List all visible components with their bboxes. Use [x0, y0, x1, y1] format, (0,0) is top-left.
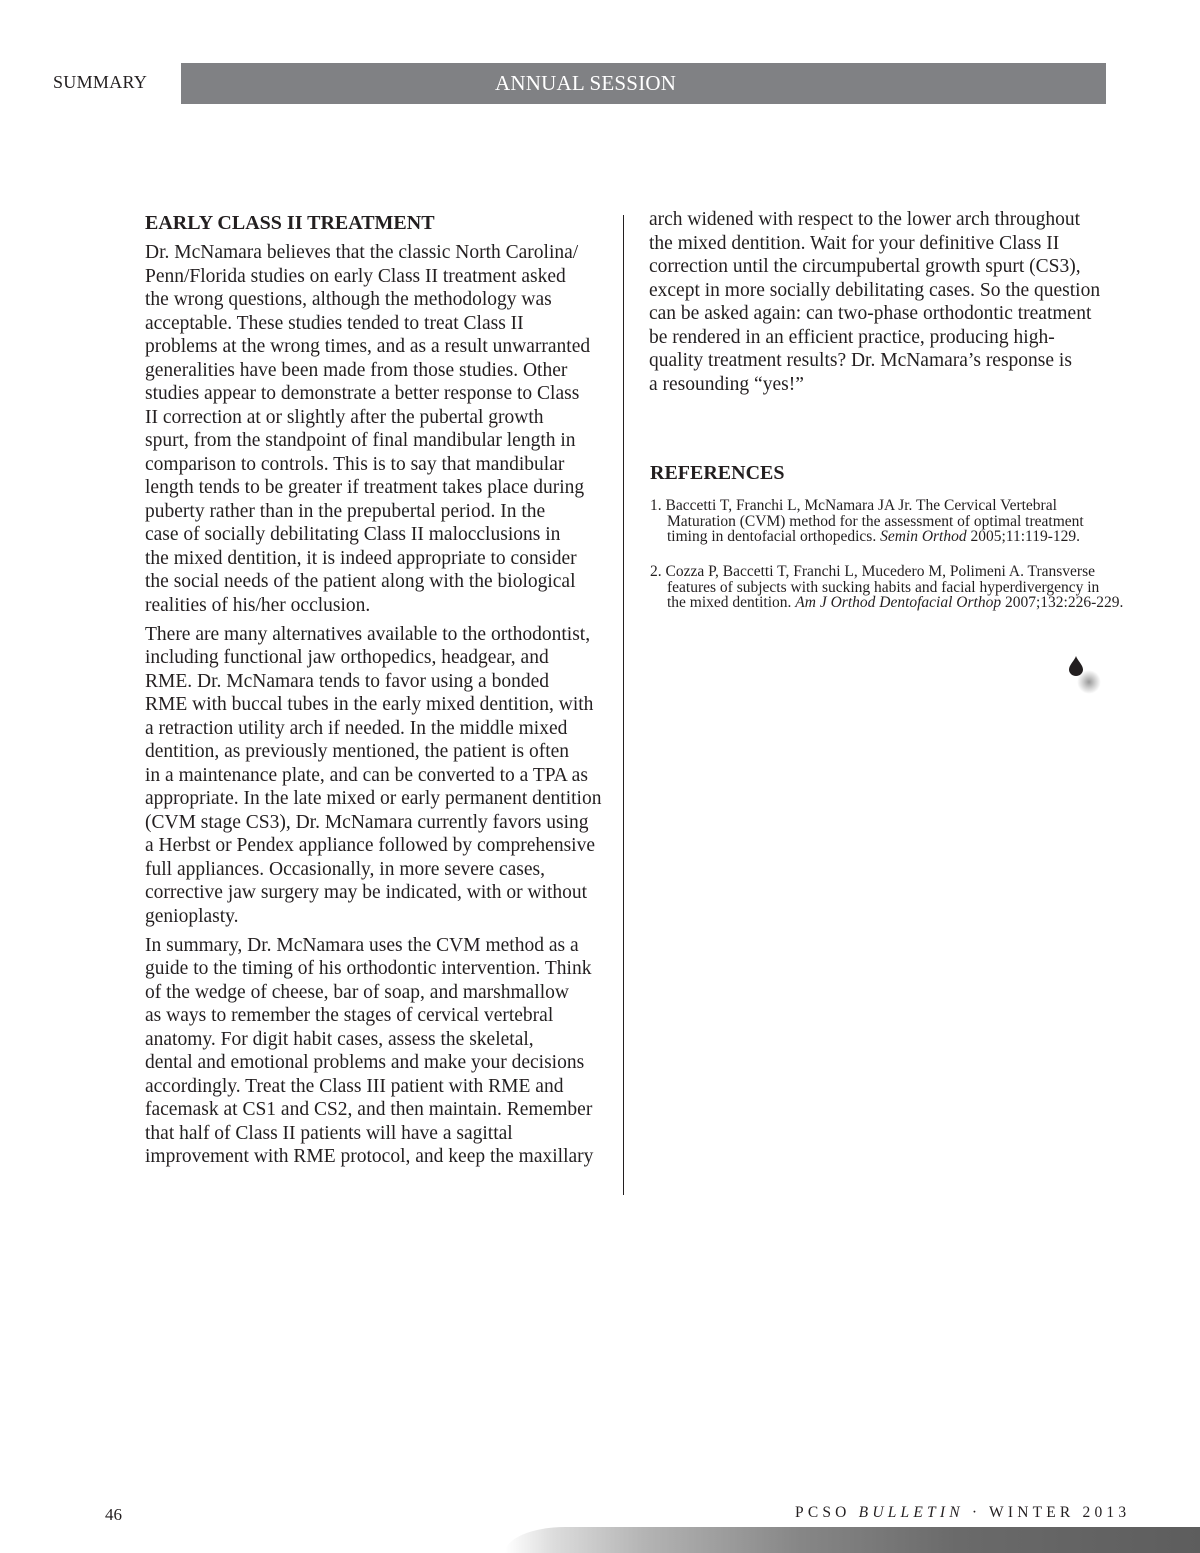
text-line: realities of his/her occlusion.	[145, 594, 371, 616]
text-line: in a maintenance plate, and can be converted to a TPA as	[145, 764, 588, 786]
page-number: 46	[105, 1505, 122, 1524]
text-line: spurt, from the standpoint of final mandibular length in	[145, 430, 576, 451]
reference-citation: 2007;132:226-229.	[1004, 594, 1124, 611]
text-line: as ways to remember the stages of cervical vertebral	[145, 1005, 554, 1026]
text-line: the mixed dentition, it is indeed appropriate to consider	[145, 547, 577, 569]
text-line: generalities have been made from those studies. Other	[145, 359, 568, 381]
banner-title: ANNUAL SESSION	[495, 71, 677, 95]
paragraph-2	[145, 623, 601, 929]
left-column	[145, 241, 601, 1169]
footer-separator: ·	[971, 1504, 982, 1521]
reference-number: 2.	[650, 563, 662, 580]
text-line: length tends to be greater if treatment takes place during	[145, 477, 585, 498]
text-line: There are many alternatives available to the orthodontist,	[145, 623, 591, 645]
section-banner	[181, 63, 1106, 104]
text-line: anatomy. For digit habit cases, assess the skeletal,	[145, 1028, 534, 1050]
text-line: dentition, as previously mentioned, the patient is often	[145, 741, 570, 762]
footer-gradient-bar	[505, 1527, 1200, 1553]
text-line: the mixed dentition. Wait for your definitive Class II	[649, 232, 1060, 254]
paragraph-3-continued	[649, 208, 1100, 396]
issue-label: WINTER 2013	[989, 1504, 1131, 1521]
text-line: a resounding “yes!”	[649, 373, 804, 395]
text-line: acceptable. These studies tended to treat Class II	[145, 312, 524, 334]
reference-line	[650, 498, 1123, 514]
reference-journal: Am J Orthod Dentofacial Orthop	[795, 594, 1002, 611]
text-line: full appliances. Occasionally, in more severe cases,	[145, 858, 545, 880]
publication-footer	[795, 1503, 1130, 1523]
reference-item	[650, 564, 1123, 611]
text-line: including functional jaw orthopedics, headgear, and	[145, 647, 549, 668]
reference-journal: Semin Orthod	[880, 528, 967, 545]
text-line: comparison to controls. This is to say that mandibular	[145, 453, 565, 475]
text-line: Dr. McNamara believes that the classic North Carolina/	[145, 242, 579, 263]
text-line: corrective jaw surgery may be indicated, with or without	[145, 882, 588, 903]
reference-text: the mixed dentition.	[667, 594, 792, 611]
text-line: improvement with RME protocol, and keep the maxillary	[145, 1146, 594, 1167]
text-line: problems at the wrong times, and as a result unwarranted	[145, 336, 591, 357]
text-line: guide to the timing of his orthodontic intervention. Think	[145, 958, 592, 979]
text-line: a Herbst or Pendex appliance followed by comprehensive	[145, 835, 595, 856]
text-line: puberty rather than in the prepubertal period. In the	[145, 500, 546, 522]
text-line: the wrong questions, although the methodology was	[145, 289, 552, 310]
text-line: that half of Class II patients will have a sagittal	[145, 1122, 513, 1144]
references-heading: REFERENCES	[650, 462, 785, 484]
text-line: a retraction utility arch if needed. In the middle mixed	[145, 717, 568, 739]
text-line: the social needs of the patient along with the biological	[145, 571, 576, 592]
publication-series: BULLETIN	[858, 1504, 964, 1521]
droplet-icon	[1068, 656, 1084, 676]
text-line: Penn/Florida studies on early Class II treatment asked	[145, 265, 566, 287]
text-line: dental and emotional problems and make your decisions	[145, 1052, 585, 1073]
text-line: of the wedge of cheese, bar of soap, and marshmallow	[145, 981, 569, 1003]
text-line: accordingly. Treat the Class III patient with RME and	[145, 1075, 564, 1097]
text-line: quality treatment results? Dr. McNamara’s response is	[649, 350, 1072, 371]
reference-number: 1.	[650, 497, 662, 514]
reference-line	[667, 529, 1123, 545]
text-line: case of socially debilitating Class II malocclusions in	[145, 524, 561, 545]
text-line: II correction at or slightly after the pubertal growth	[145, 406, 544, 428]
right-column	[649, 208, 1100, 396]
text-line: arch widened with respect to the lower arch throughout	[649, 209, 1081, 230]
text-line: facemask at CS1 and CS2, and then maintain. Remember	[145, 1099, 593, 1120]
reference-text: Baccetti T, Franchi L, McNamara JA Jr. The Cervical Vertebral	[665, 497, 1057, 514]
section-label: SUMMARY	[53, 72, 148, 92]
reference-citation: 2005;11:119-129.	[970, 528, 1080, 545]
text-line: appropriate. In the late mixed or early permanent dentition	[145, 788, 602, 809]
article-heading: EARLY CLASS II TREATMENT	[145, 212, 435, 234]
text-line: can be asked again: can two-phase orthodontic treatment	[649, 303, 1092, 324]
reference-text: Cozza P, Baccetti T, Franchi L, Mucedero M, Polimeni A. Transverse	[665, 563, 1095, 580]
text-line: RME. Dr. McNamara tends to favor using a bonded	[145, 670, 549, 692]
paragraph-3	[145, 934, 601, 1169]
paragraph-1	[145, 241, 601, 617]
text-line: except in more socially debilitating cases. So the question	[649, 279, 1101, 301]
reference-line: Maturation (CVM) method for the assessment of optimal treatment	[667, 512, 1084, 530]
reference-item	[650, 498, 1123, 545]
text-line: genioplasty.	[145, 905, 239, 927]
text-line: (CVM stage CS3), Dr. McNamara currently favors using	[145, 811, 589, 833]
text-line: be rendered in an efficient practice, producing high-	[649, 326, 1055, 348]
text-line: In summary, Dr. McNamara uses the CVM method as a	[145, 934, 579, 956]
text-line: studies appear to demonstrate a better response to Class	[145, 383, 580, 404]
publication-name: PCSO	[795, 1504, 851, 1521]
reference-line	[650, 564, 1123, 580]
references-list	[650, 498, 1123, 611]
column-divider	[623, 215, 624, 1195]
reference-line	[667, 595, 1123, 611]
reference-line: features of subjects with sucking habits and facial hyperdivergency in	[667, 578, 1100, 596]
text-line: correction until the circumpubertal growth spurt (CS3),	[649, 256, 1081, 277]
text-line: RME with buccal tubes in the early mixed dentition, with	[145, 694, 594, 715]
reference-text: timing in dentofacial orthopedics.	[667, 528, 877, 545]
